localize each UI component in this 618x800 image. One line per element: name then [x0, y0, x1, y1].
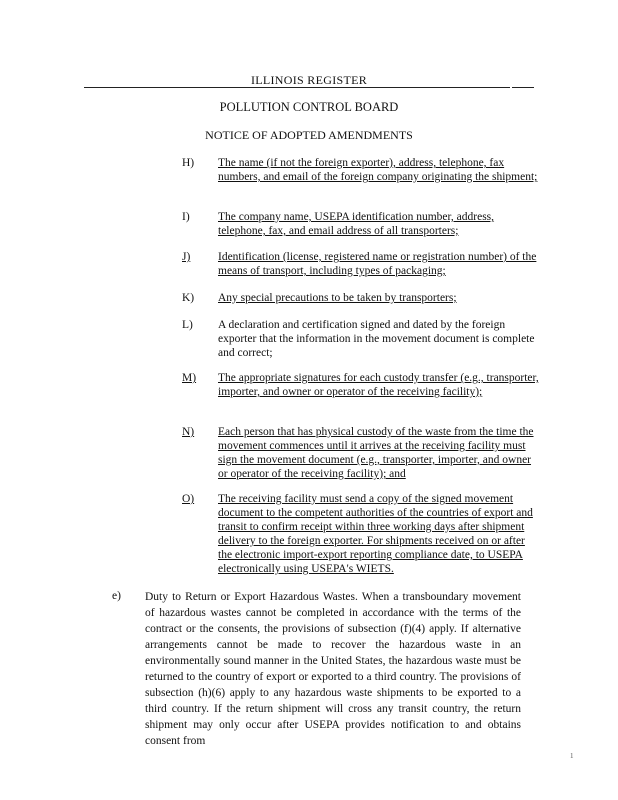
item-text: Identification (license, registered name or registration number) of the means of transport, including types of packaging;	[218, 251, 537, 277]
item-label: K)	[182, 292, 195, 304]
item-text: The receiving facility must send a copy of the signed movement document to the competent authorities of the countries of export and transit to confirm receipt within three working days after shipment delivery to the foreign exporter. For shipments received on or after the electronic import-export reporting compliance date, to USEPA electronically using USEPA's WIETS.	[218, 493, 533, 575]
item-text: The name (if not the foreign exporter), address, telephone, fax numbers, and email of the foreign company originating the shipment;	[218, 157, 538, 183]
register-title: ILLINOIS REGISTER	[250, 73, 368, 87]
item-label: M)	[182, 372, 197, 384]
item-label: H)	[182, 157, 195, 169]
item-label: I)	[182, 211, 190, 223]
item-label: O)	[182, 493, 195, 505]
item-text: A declaration and certification signed and dated by the foreign exporter that the information in the movement document is complete and correct;	[218, 319, 535, 359]
section-label: e)	[112, 590, 121, 602]
item-text: The company name, USEPA identification number, address, telephone, fax, and email address of all transporters;	[218, 211, 495, 237]
corner-mark: 1	[570, 752, 574, 760]
item-label: J)	[182, 251, 191, 263]
item-text: Any special precautions to be taken by transporters;	[218, 292, 457, 304]
board-title: POLLUTION CONTROL BOARD	[219, 100, 399, 114]
item-text: The appropriate signatures for each custody transfer (e.g., transporter, importer, and owner or operator of the receiving facility);	[218, 372, 539, 398]
item-label: N)	[182, 426, 195, 438]
section-text: Duty to Return or Export Hazardous Wastes. When a transboundary movement of hazardous wastes cannot be completed in accordance with the terms of the contract or the consents, the provisions of subsection (f)(4) apply. If alternative arrangements cannot be made to recover the hazardous waste in an environmentally sound manner in the United States, the hazardous waste must be returned to the country of export or exported to a third country. The provisions of subsection (h)(6) apply to any hazardous waste shipments to be exported to a third country. If the return shipment will cross any transit country, the return shipment may only occur after USEPA provides notification to and obtains consent from	[145, 591, 521, 747]
notice-title: NOTICE OF ADOPTED AMENDMENTS	[205, 128, 413, 142]
item-text: Each person that has physical custody of the waste from the time the movement commences until it arrives at the receiving facility must sign the movement document (e.g., transporter, importer, and owner or operator of the receiving facility); and	[218, 426, 534, 480]
item-label: L)	[182, 319, 193, 331]
